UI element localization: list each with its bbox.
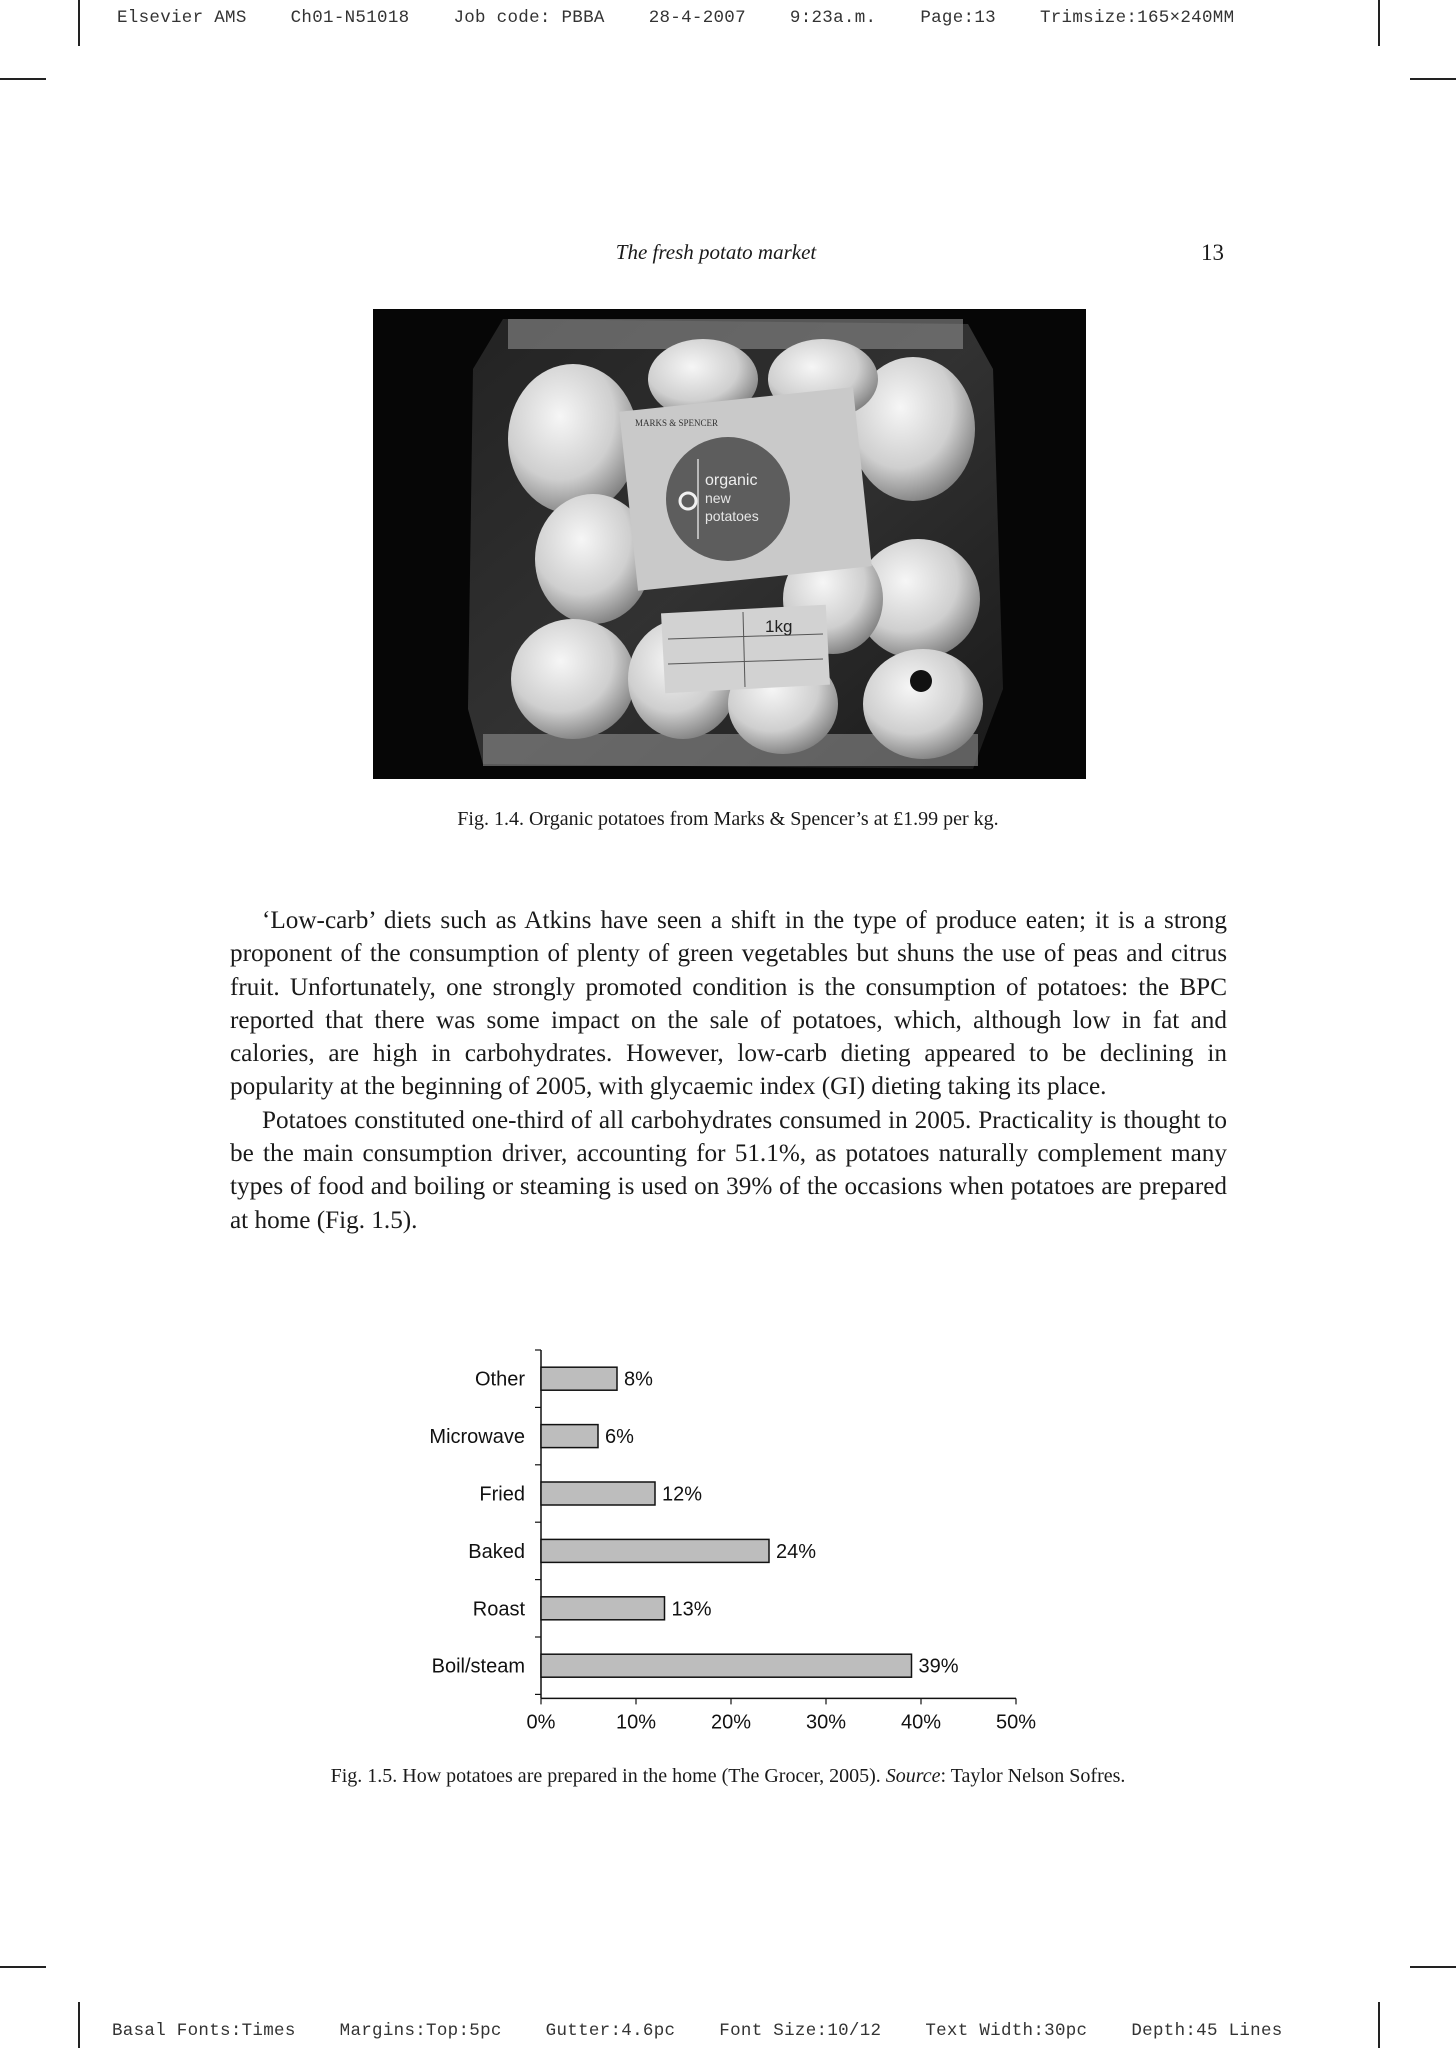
potato-bag-photo	[373, 309, 1086, 779]
body-paragraph-1: ‘Low-carb’ diets such as Atkins have seen a shift in the type of produce eaten; it is a strong proponent of the consumption of plenty of green vegetables but shuns the use of peas and citrus fruit. Unfortunately, one strongly promoted condition is the consumption of potatoes: the BPC reported that there was some impact on the sale of potatoes, which, although low in fat and calories, are high in carbohydrates. However, low-carb dieting appeared to be declining in popularity at the beginning of 2005, with glycaemic index (GI) dieting taking its place.	[230, 907, 1227, 1101]
crop-mark-top-right-horizontal	[1410, 78, 1456, 80]
slug-text-width: Text Width:30pc	[925, 2021, 1088, 2041]
data-label: 24%	[776, 1540, 817, 1563]
category-label: Other	[474, 1368, 525, 1391]
category-label: Baked	[468, 1540, 525, 1563]
crop-mark-top-left-vertical	[78, 0, 80, 46]
data-label: 12%	[662, 1483, 703, 1506]
potato-bag-illustration	[373, 309, 1086, 779]
slug-time: 9:23a.m.	[789, 8, 877, 28]
slug-trimsize: Trimsize:165×240MM	[1039, 8, 1235, 28]
x-tick-label: 40%	[900, 1711, 942, 1734]
preparation-method-bar-chart	[395, 1340, 1055, 1740]
bar	[541, 1654, 912, 1677]
data-label: 13%	[671, 1598, 712, 1621]
x-tick-label: 0%	[526, 1711, 556, 1734]
body-text	[230, 904, 1227, 1237]
category-label: Roast	[472, 1598, 525, 1621]
crop-mark-bottom-left-vertical	[78, 2002, 80, 2048]
crop-mark-bottom-right-horizontal	[1410, 1966, 1456, 1968]
x-tick-label: 30%	[805, 1711, 847, 1734]
header-slug	[117, 8, 1278, 28]
figure-1-5-caption-source-label: Source	[885, 1765, 941, 1787]
crop-mark-top-left-horizontal	[0, 78, 46, 80]
label-potatoes: potatoes	[705, 508, 759, 524]
slug-date: 28-4-2007	[648, 8, 746, 28]
crop-mark-bottom-left-horizontal	[0, 1966, 46, 1968]
bar	[541, 1367, 617, 1390]
bar	[541, 1597, 665, 1620]
bar	[541, 1482, 655, 1505]
page-number: 13	[1201, 240, 1224, 265]
bar	[541, 1539, 769, 1562]
slug-page: Page:13	[920, 8, 996, 28]
x-tick-label: 50%	[995, 1711, 1037, 1734]
figure-1-5-caption-source-text: : Taylor Nelson Sofres.	[940, 1765, 1126, 1787]
figure-1-5-caption-main: Fig. 1.5. How potatoes are prepared in the home (The Grocer, 2005).	[330, 1765, 886, 1787]
figure-1-5-caption	[0, 1765, 1456, 1788]
slug-publisher: Elsevier AMS	[117, 8, 247, 28]
slug-gutter: Gutter:4.6pc	[545, 2021, 676, 2041]
x-tick-label: 10%	[615, 1711, 657, 1734]
slug-depth: Depth:45 Lines	[1131, 2021, 1283, 2041]
label-organic: organic	[705, 472, 758, 489]
x-tick-label: 20%	[710, 1711, 752, 1734]
crop-mark-top-right-vertical	[1378, 0, 1380, 46]
data-label: 6%	[605, 1426, 634, 1449]
slug-basal-fonts: Basal Fonts:Times	[112, 2021, 296, 2041]
category-label: Microwave	[429, 1426, 525, 1449]
category-label: Fried	[479, 1483, 525, 1506]
running-head-title: The fresh potato market	[615, 240, 817, 264]
label-brand: MARKS & SPENCER	[635, 418, 719, 428]
slug-margins: Margins:Top:5pc	[339, 2021, 502, 2041]
crop-mark-bottom-right-vertical	[1378, 2002, 1380, 2048]
data-label: 8%	[624, 1368, 653, 1391]
slug-job-code: Job code: PBBA	[453, 8, 605, 28]
data-label: 39%	[918, 1655, 959, 1678]
body-paragraph-2: Potatoes constituted one-third of all carbohydrates consumed in 2005. Practicality is thought to be the main consumption driver, accounting for 51.1%, as potatoes naturally complement many types of food and boiling or steaming is used on 39% of the occasions when potatoes are prepared at home (Fig. 1.5).	[230, 1106, 1227, 1234]
footer-slug	[112, 2021, 1327, 2041]
bar	[541, 1425, 598, 1448]
slug-chapter: Ch01-N51018	[290, 8, 410, 28]
figure-1-4-caption: Fig. 1.4. Organic potatoes from Marks & Spencer’s at £1.99 per kg.	[457, 808, 999, 830]
label-weight: 1kg	[765, 617, 793, 636]
category-label: Boil/steam	[431, 1655, 525, 1678]
slug-font-size: Font Size:10/12	[719, 2021, 882, 2041]
label-new: new	[705, 490, 731, 506]
